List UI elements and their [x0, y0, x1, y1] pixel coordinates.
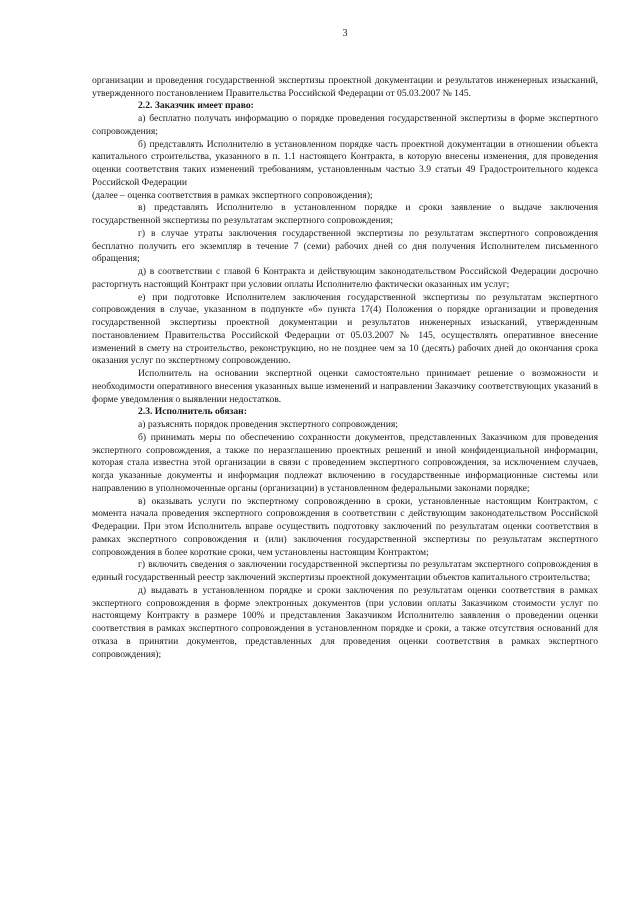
paragraph-2-2-b-note: (далее – оценка соответствия в рамках экспертного сопровождения); — [92, 189, 373, 201]
paragraph-2-2-d: д) в соответствии с главой 6 Контракта и действующим законодательством Российской Федерации досрочно расторгнуть настоящий Контракт при условии оплаты Исполнителю фактически оказанных им услуг; — [92, 266, 598, 290]
paragraph-2-3-b: б) принимать меры по обеспечению сохранности документов, представленных Заказчиком для проведения экспертного сопровождения, а также по неразглашению проектных решений и иной конфиденциальной информации, которая стала известна этой организации в связи с проведением экспертного сопровождения, за исключением случаев, когда указанные документы и информация подлежат включению в государственные информационные системы или направлению в уполномоченные органы (организации) в установленном федеральными законами порядке; — [92, 431, 598, 494]
paragraph-2-3-d: д) выдавать в установленном порядке и сроки заключения по результатам оценки соответствия в рамках экспертного сопровождения в форме электронных документов (при условии оплаты Заказчиком стоимости услуг по настоящему Контракту в размере 100% и представления Заказчиком Исполнителю заявления о проведении оценки соответствия в рамках экспертного сопровождения в установленном порядке и сроки, а также отсутствия оснований для отказа в принятии документов, представленных для проведения оценки соответствия в рамках экспертного сопровождения); — [92, 584, 598, 660]
paragraph-continuation: организации и проведения государственной экспертизы проектной документации и результатов инженерных изысканий, утвержденного постановлением Правительства Российской Федерации от 05.03.2007 № 145. — [92, 74, 598, 99]
section-heading-2-3: 2.3. Исполнитель обязан: — [138, 406, 247, 418]
paragraph-2-3-a: а) разъяснять порядок проведения экспертного сопровождения; — [138, 419, 398, 430]
paragraph-2-3-v: в) оказывать услуги по экспертному сопровождению в сроки, установленные настоящим Контрактом, с момента начала проведения экспертного сопровождения в соответствии с действующим законодательством Российской Федерации. При этом Исполнитель вправе осуществить подготовку заключений по результатам оценки соответствия в рамках экспертного сопровождения и (или) заключения государственной экспертизы по результатам экспертного сопровождения в более короткие сроки, чем установлены настоящим Контрактом; — [92, 495, 598, 558]
paragraph-2-2-a: а) бесплатно получать информацию о порядке проведения государственной экспертизы в форме экспертного сопровождения; — [92, 113, 598, 137]
page-number: 3 — [342, 28, 348, 39]
document-page — [92, 28, 598, 661]
paragraph-2-2-b: б) представлять Исполнителю в установленном порядке часть проектной документации в отношении объекта капитального строительства, указанного в п. 1.1 настоящего Контракта, в которую внесены изменения, для проведения оценки соответствия таких изменений требованиям, установленным частью 3.9 статьи 49 Градостроительного кодекса Российской Федерации — [92, 138, 598, 188]
paragraph-2-3-g: г) включить сведения о заключении государственной экспертизы по результатам экспертного сопровождения в единый государственный реестр заключений экспертизы проектной документации объектов капитального строительства; — [92, 559, 598, 583]
section-heading-2-2: 2.2. Заказчик имеет право: — [138, 100, 254, 112]
paragraph-2-2-g: г) в случае утраты заключения государственной экспертизы по результатам экспертного сопровождения бесплатно получить его экземпляр в течение 7 (семи) рабочих дней со дня получения Исполнителем письменного обращения; — [92, 227, 598, 265]
paragraph-2-2-e-note: Исполнитель на основании экспертной оценки самостоятельно принимает решение о возможности и необходимости оперативного внесения указанных выше изменений и направлении Заказчику соответствующих указаний в форме уведомления о выявлении недостатков. — [92, 368, 598, 405]
paragraph-2-2-v: в) представлять Исполнителю в установленном порядке и сроки заявление о выдаче заключения государственной экспертизы по результатам экспертного сопровождения; — [92, 202, 598, 226]
paragraph-2-2-e: е) при подготовке Исполнителем заключения государственной экспертизы по результатам экспертного сопровождения в случае, указанном в подпункте «б» пункта 17(4) Положения о порядке организации и проведения государственной экспертизы проектной документации и результатов инженерных изысканий, утвержденным постановлением Правительства Российской Федерации от 05.03.2007 № 145, осуществлять оперативное внесение изменений в смету на строительство, реконструкцию, но не позднее чем за 10 (десять) рабочих дней до окончания срока оказания услуг по экспертному сопровождению. — [92, 291, 598, 367]
